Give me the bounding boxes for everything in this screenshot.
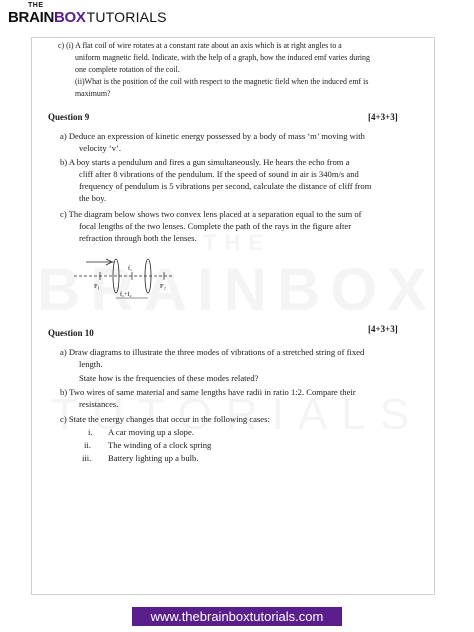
logo-the: THE: [28, 2, 44, 9]
q10a-line-3: State how is the frequencies of these modes related?: [79, 373, 259, 383]
q10c-item-num: ii.: [84, 440, 91, 450]
q10b-line-1: b) Two wires of same material and same lengths have radii in ratio 1:2. Compare their: [60, 387, 356, 397]
q8c-line-4: (ii)What is the position of the coil with respect to the magnetic field when the induced emf is: [75, 77, 369, 86]
q9c-line-3: refraction through both the lenses.: [79, 233, 197, 243]
lens-diagram: [70, 248, 180, 304]
q10c-item-text: Battery lighting up a bulb.: [108, 453, 199, 463]
q10a-line-1: a) Draw diagrams to illustrate the three modes of vibrations of a stretched string of fixed: [60, 347, 365, 357]
label-f1-plus-f2: f₁+f₂: [120, 292, 132, 298]
q9b-line-3: frequency of pendulum is 5 vibrations per second, calculate the distance of cliff from: [79, 181, 372, 191]
q9b-line-4: the boy.: [79, 193, 107, 203]
q8c-line-3: one complete rotation of the coil.: [75, 65, 180, 74]
website-link[interactable]: www.thebrainboxtutorials.com: [132, 607, 342, 626]
logo-tutorials: TUTORIALS: [86, 9, 167, 25]
question-9-marks: [4+3+3]: [368, 112, 398, 122]
q9b-line-1: b) A boy starts a pendulum and fires a gun simultaneously. He hears the echo from a: [60, 157, 350, 167]
q9c-line-2: focal lengths of the two lenses. Complete the path of the rays in the figure after: [79, 221, 352, 231]
question-9-title: Question 9: [48, 112, 90, 122]
q10a-line-2: length.: [79, 359, 103, 369]
logo-wordmark: [8, 9, 167, 26]
q9b-line-2: cliff after 8 vibrations of the pendulum. If the speed of sound in air is 340m/s and: [79, 169, 359, 179]
q10c-item-text: The winding of a clock spring: [108, 440, 212, 450]
q10b-line-2: resistances.: [79, 399, 119, 409]
logo-box: BOX: [54, 9, 86, 26]
question-10-title: Question 10: [48, 328, 94, 338]
q9a-line-2: velocity ‘v’.: [79, 143, 121, 153]
q10c-item-num: iii.: [82, 453, 92, 463]
label-f1: F₁: [94, 283, 100, 290]
q8c-line-1: c) (i) A flat coil of wire rotates at a constant rate about an axis which is at right angles to a: [58, 41, 342, 50]
q9c-line-1: c) The diagram below shows two convex lens placed at a separation equal to the sum of: [60, 209, 362, 219]
q10c-item-text: A car moving up a slope.: [108, 427, 194, 437]
q9a-line-1: a) Deduce an expression of kinetic energy possessed by a body of mass ‘m’ moving with: [60, 131, 365, 141]
label-f1-small: f₁: [128, 266, 133, 272]
q8c-line-2: uniform magnetic field. Indicate, with the help of a graph, how the induced emf varies during: [75, 53, 370, 62]
q8c-line-5: maximum?: [75, 89, 111, 98]
question-10-marks: [4+3+3]: [368, 324, 398, 334]
q10c-line-1: c) State the energy changes that occur in the following cases:: [60, 414, 270, 424]
label-f2: F₂: [160, 283, 166, 290]
logo-brain: BRAIN: [8, 9, 54, 26]
q10c-item-num: i.: [88, 427, 93, 437]
